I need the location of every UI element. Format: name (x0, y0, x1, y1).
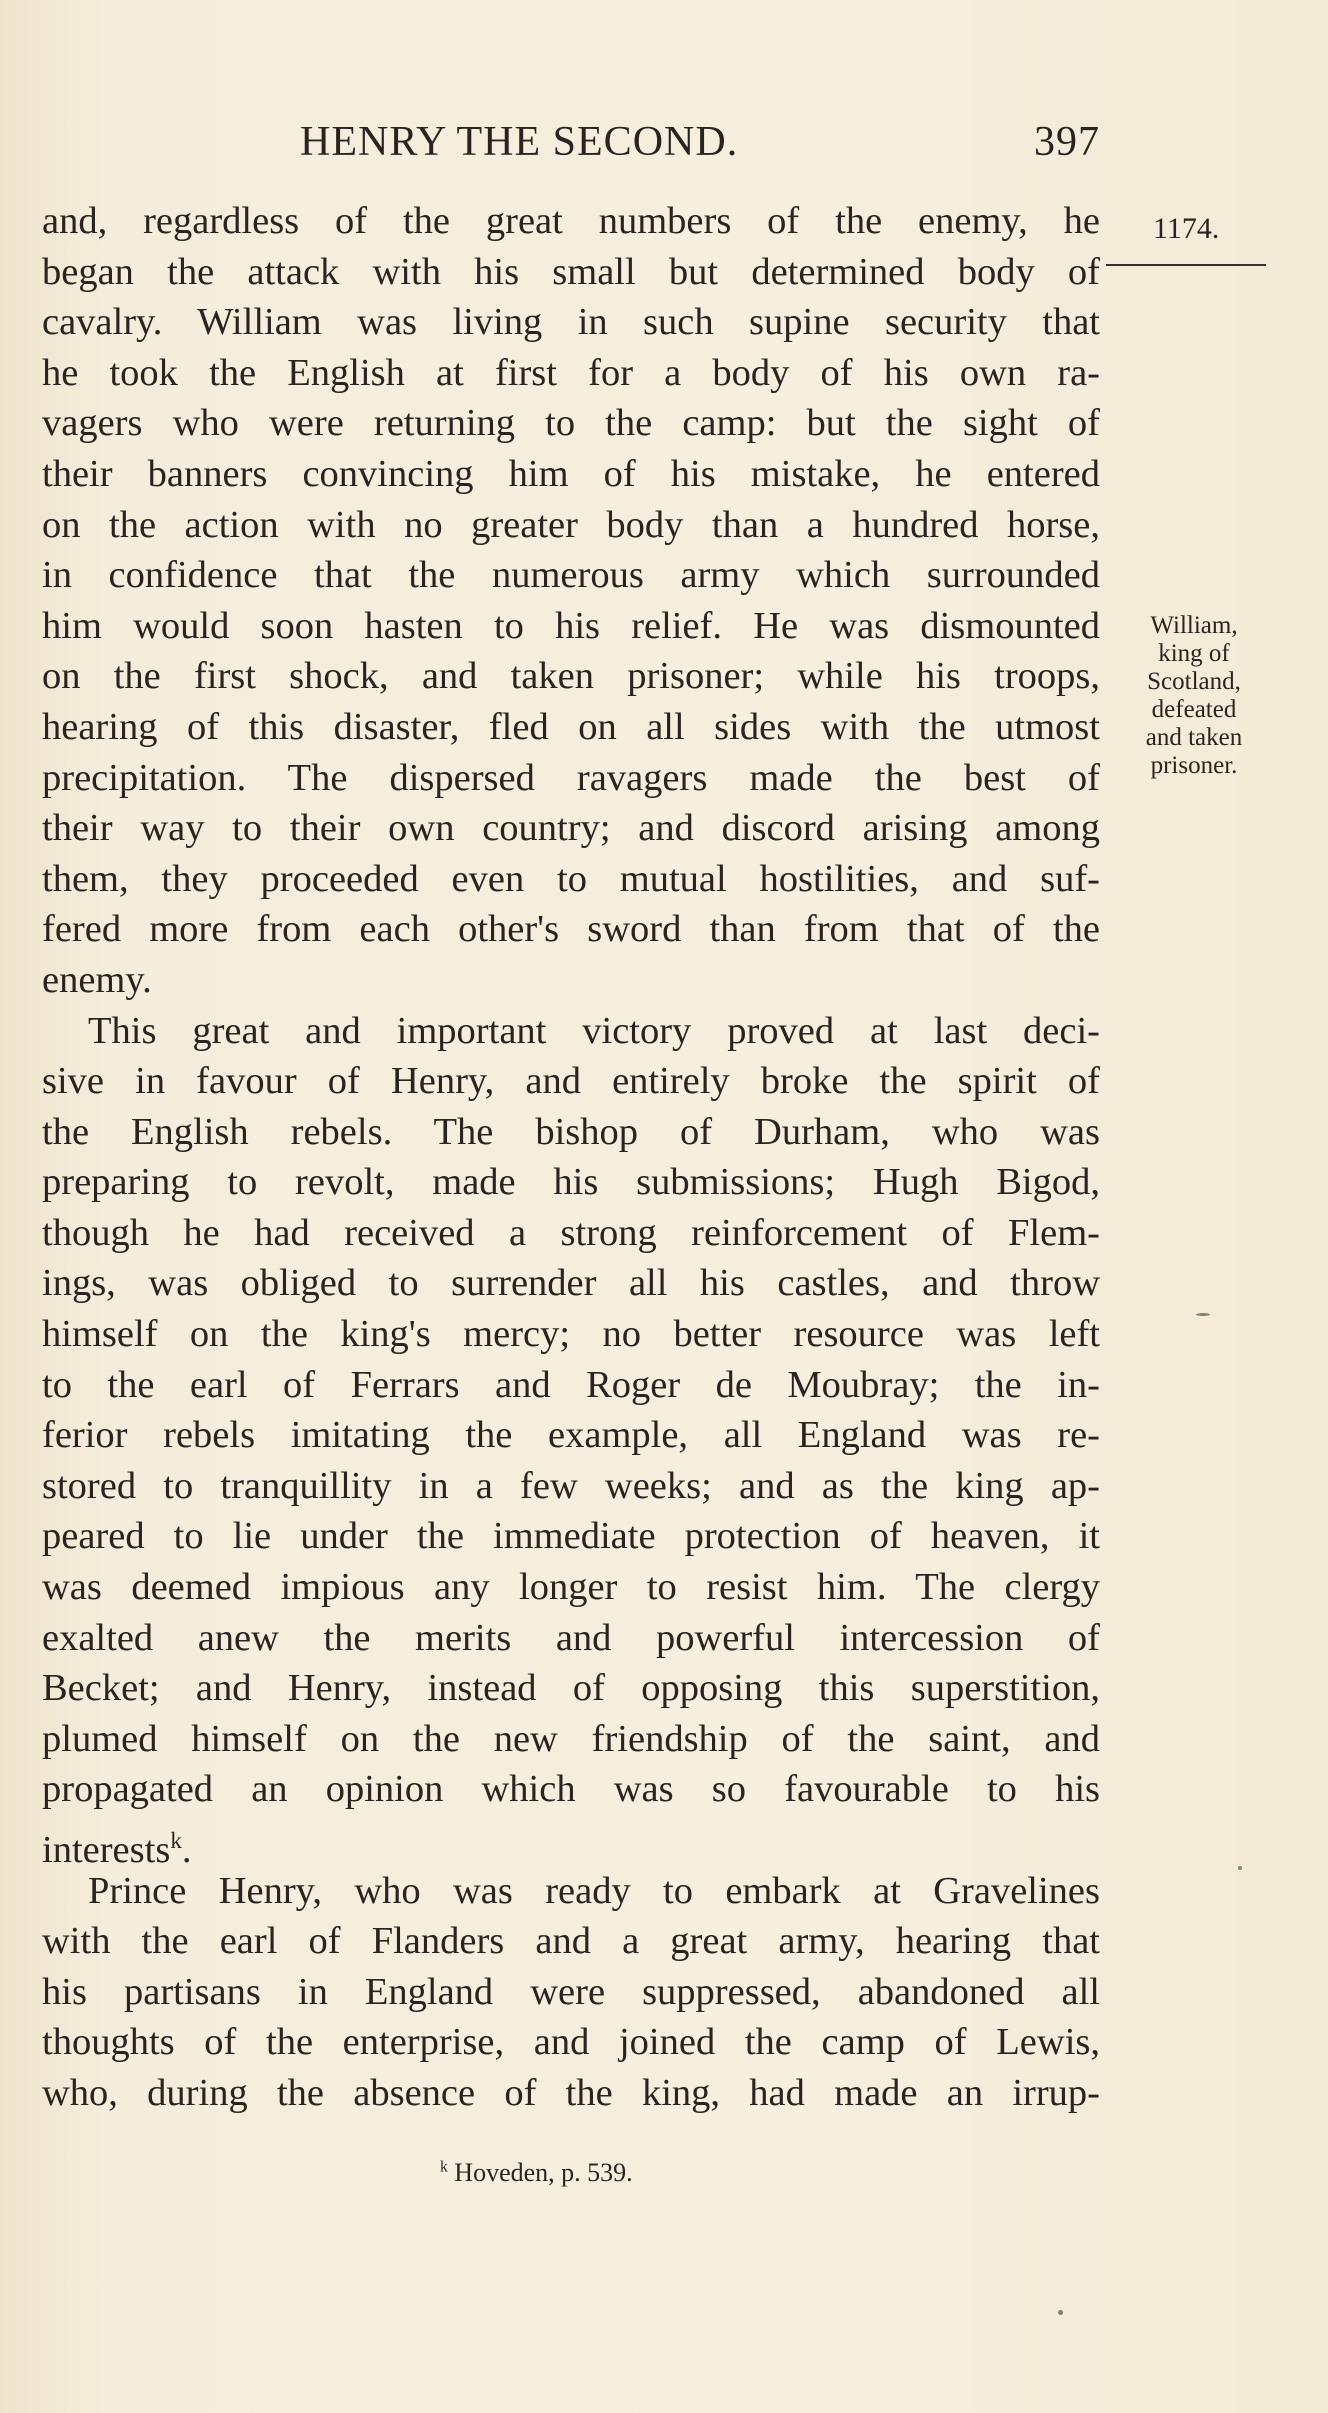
text-line: sive in favour of Henry, and entirely broke the spirit of (42, 1060, 1100, 1103)
text-line: hearing of this disaster, fled on all sides with the utmost (42, 705, 1100, 748)
running-title: HENRY THE SECOND. (300, 119, 739, 165)
text-line: enemy. (42, 958, 152, 1001)
text-line-with-footnote-ref: interests$^k$. (42, 1827, 192, 1871)
paper-speck (1196, 1313, 1210, 1316)
body-text (42, 196, 1100, 2119)
text-line: him would soon hasten to his relief. He was dismounted (42, 604, 1100, 647)
text-line: in confidence that the numerous army which surrounded (42, 554, 1100, 597)
text-line: Becket; and Henry, instead of opposing this superstition, (42, 1667, 1100, 1710)
footnote-marker: k (440, 2158, 448, 2176)
sidenote-line: prisoner. (1150, 752, 1238, 779)
text-line: on the first shock, and taken prisoner; while his troops, (42, 655, 1100, 698)
text-line: thoughts of the enterprise, and joined the camp of Lewis, (42, 2021, 1100, 2064)
text-line: interests (42, 1828, 171, 1871)
text-line: the English rebels. The bishop of Durham, who was (42, 1110, 1100, 1153)
text-line: them, they proceeded even to mutual hostilities, and suf- (42, 857, 1100, 900)
text-line: precipitation. The dispersed ravagers made the best of (42, 756, 1100, 799)
text-line: their way to their own country; and discord arising among (42, 807, 1100, 850)
paper-speck (1238, 1866, 1242, 1870)
text-line: propagated an opinion which was so favourable to his (42, 1768, 1100, 1811)
text-line: their banners convincing him of his mistake, he entered (42, 452, 1100, 495)
text-line: he took the English at first for a body of his own ra- (42, 351, 1100, 394)
text-line: fered more from each other's sword than from that of the (42, 908, 1100, 951)
text-line: to the earl of Ferrars and Roger de Moubray; the in- (42, 1363, 1100, 1406)
text-line: vagers who were returning to the camp: but the sight of (42, 402, 1100, 445)
paper-speck (1058, 2310, 1063, 2315)
text-line: with the earl of Flanders and a great army, hearing that (42, 1920, 1100, 1963)
paragraph-start-line: This great and important victory proved at last deci- (88, 1009, 1100, 1052)
margin-year: 1174. (1153, 212, 1220, 245)
text-line: was deemed impious any longer to resist him. The clergy (42, 1566, 1100, 1609)
page-number: 397 (1034, 119, 1100, 165)
text-line: preparing to revolt, made his submissions; Hugh Bigod, (42, 1161, 1100, 1204)
text-line: stored to tranquillity in a few weeks; and as the king ap- (42, 1464, 1100, 1507)
running-header (300, 118, 1100, 174)
text-line: though he had received a strong reinforcement of Flem- (42, 1211, 1100, 1254)
text-line: and, regardless of the great numbers of the enemy, he (42, 200, 1100, 242)
text-line: began the attack with his small but determined body of (42, 250, 1100, 293)
sidenote-line: king of (1158, 640, 1230, 667)
footnote-text: Hoveden, p. 539. (454, 2158, 633, 2187)
sidenote-line: and taken (1145, 724, 1243, 751)
text-line: who, during the absence of the king, had made an irrup- (42, 2071, 1100, 2114)
paragraph-start-line: Prince Henry, who was ready to embark at Gravelines (88, 1869, 1100, 1912)
text-line: cavalry. William was living in such supine security that (42, 301, 1100, 344)
text-line: plumed himself on the new friendship of the saint, and (42, 1717, 1100, 1760)
margin-rule (1106, 264, 1266, 266)
text-line: exalted anew the merits and powerful intercession of (42, 1616, 1100, 1659)
text-line: his partisans in England were suppressed, abandoned all (42, 1970, 1100, 2013)
sidenote-line: William, (1150, 612, 1238, 639)
text-line: peared to lie under the immediate protection of heaven, it (42, 1515, 1100, 1558)
text-line: ferior rebels imitating the example, all England was re- (42, 1414, 1100, 1457)
text-line: ings, was obliged to surrender all his castles, and throw (42, 1262, 1100, 1305)
footnote-reference: k (170, 1827, 182, 1853)
footnote (440, 2158, 633, 2188)
marginal-sidenote (1104, 612, 1284, 780)
sidenote-line: Scotland, (1147, 668, 1241, 695)
sidenote-line: defeated (1151, 696, 1237, 723)
text-line: himself on the king's mercy; no better resource was left (42, 1313, 1100, 1356)
text-line: on the action with no greater body than a hundred horse, (42, 503, 1100, 546)
